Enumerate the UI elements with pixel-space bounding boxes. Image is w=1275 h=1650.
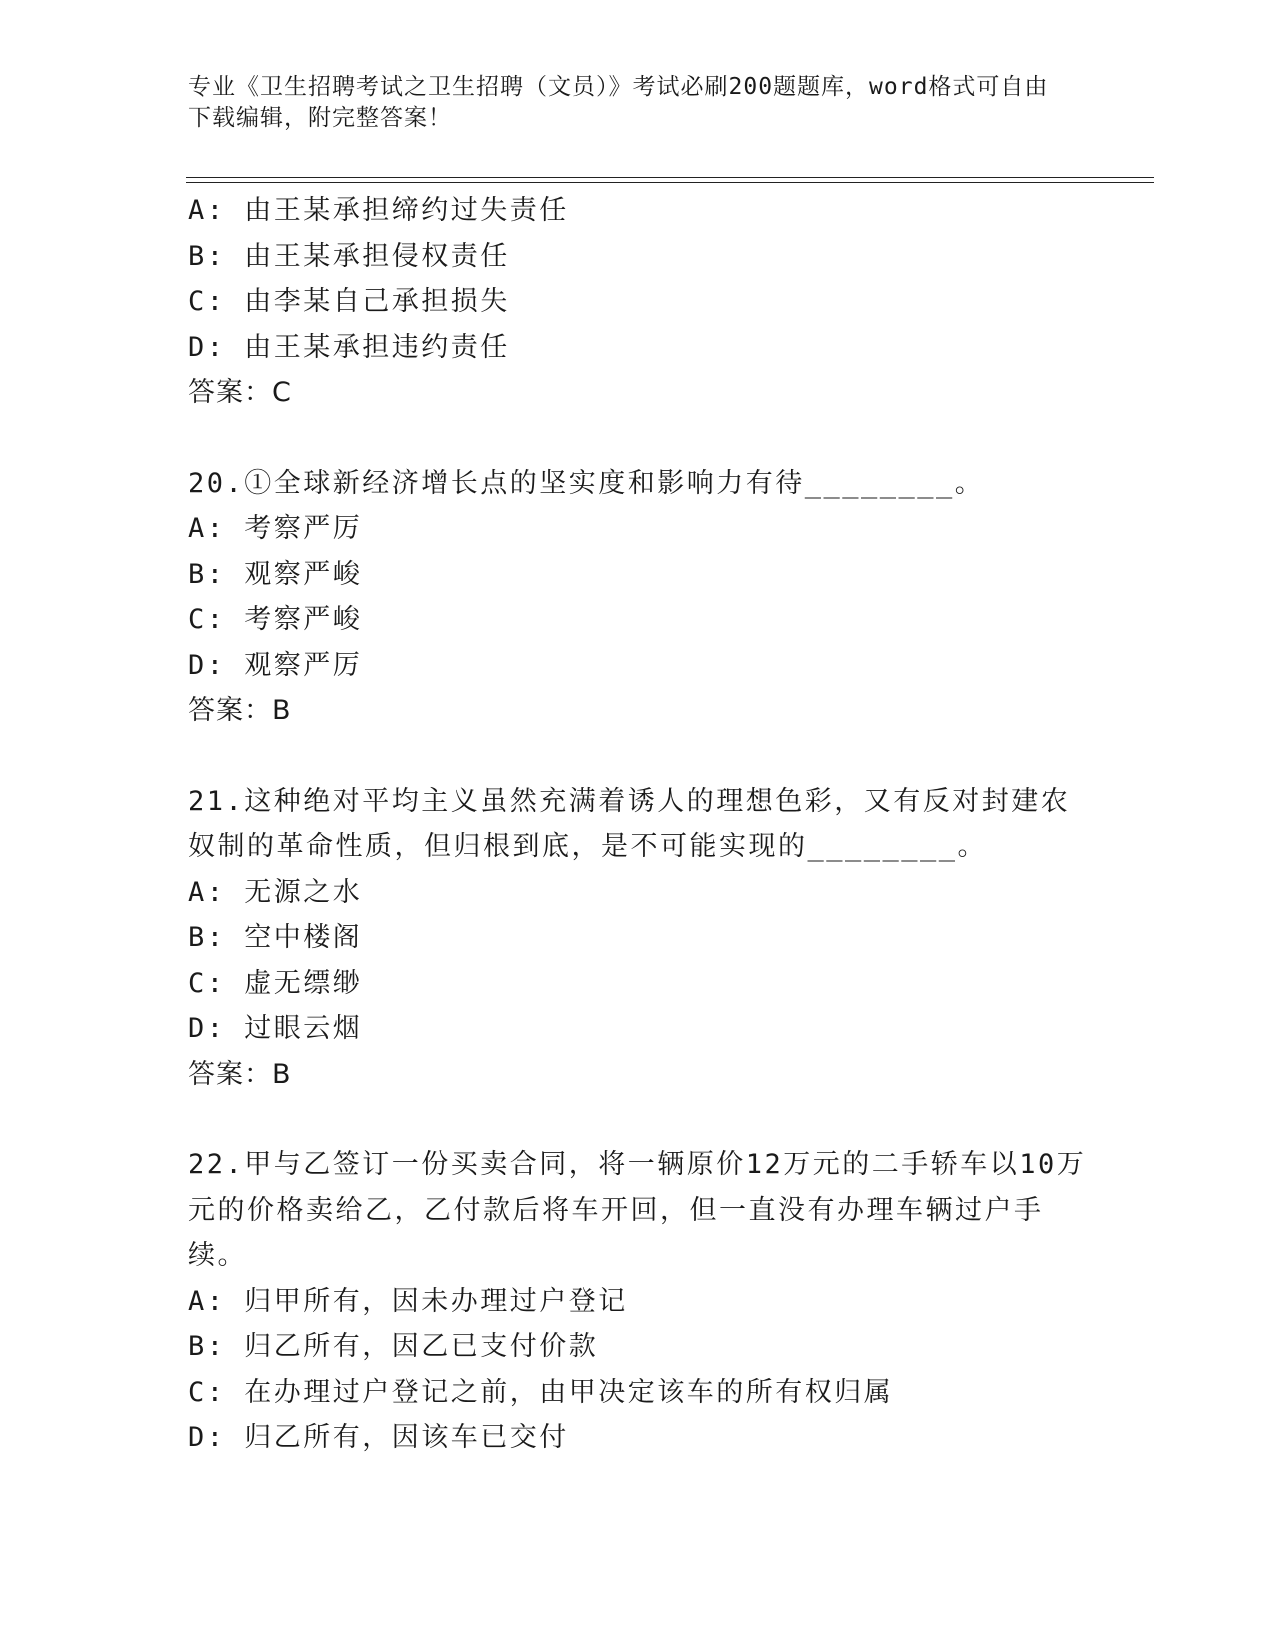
option-c: C: 在办理过户登记之前，由甲决定该车的所有权归属 <box>188 1376 894 1408</box>
answer: 答案：C <box>188 377 292 408</box>
option-b: B: 观察严峻 <box>188 558 363 590</box>
option-c: C: 虚无缥缈 <box>188 967 363 999</box>
header-rule-bottom <box>186 182 1154 183</box>
option-b: B: 空中楼阁 <box>188 922 363 953</box>
option-d: D: 观察严厉 <box>188 649 363 681</box>
question-list <box>188 188 1088 1461</box>
option-d: D: 过眼云烟 <box>188 1013 363 1044</box>
option-a: A: 考察严厉 <box>188 513 363 544</box>
option-a: A: 归甲所有，因未办理过户登记 <box>188 1285 628 1317</box>
header-rule-top <box>186 177 1154 178</box>
option-b: B: 由王某承担侵权责任 <box>188 240 510 272</box>
option-d: D: 由王某承担违约责任 <box>188 331 510 363</box>
question-stem: 22.甲与乙签订一份买卖合同，将一辆原价12万元的二手轿车以10万元的价格卖给乙，乙付款后将车开回，但一直没有办理车辆过户手续。 <box>188 1149 1087 1271</box>
question-20 <box>188 461 1088 734</box>
answer: 答案：B <box>188 695 292 726</box>
option-c: C: 由李某自己承担损失 <box>188 286 510 317</box>
question-19 <box>188 188 1088 416</box>
option-b: B: 归乙所有，因乙已支付价款 <box>188 1331 599 1362</box>
question-22 <box>188 1142 1088 1461</box>
answer: 答案：B <box>188 1058 292 1090</box>
question-stem: 20.①全球新经济增长点的坚实度和影响力有待________。 <box>188 467 985 499</box>
document-header: 专业《卫生招聘考试之卫生招聘（文员）》考试必刷200题题库，word格式可自由下载编辑，附完整答案！ <box>188 74 1049 131</box>
question-21 <box>188 779 1088 1098</box>
option-c: C: 考察严峻 <box>188 604 363 635</box>
question-stem: 21.这种绝对平均主义虽然充满着诱人的理想色彩，又有反对封建农奴制的革命性质，但归根到底，是不可能实现的________。 <box>188 785 1071 862</box>
option-d: D: 归乙所有，因该车已交付 <box>188 1422 569 1453</box>
option-a: A: 由王某承担缔约过失责任 <box>188 195 569 226</box>
option-a: A: 无源之水 <box>188 876 363 908</box>
